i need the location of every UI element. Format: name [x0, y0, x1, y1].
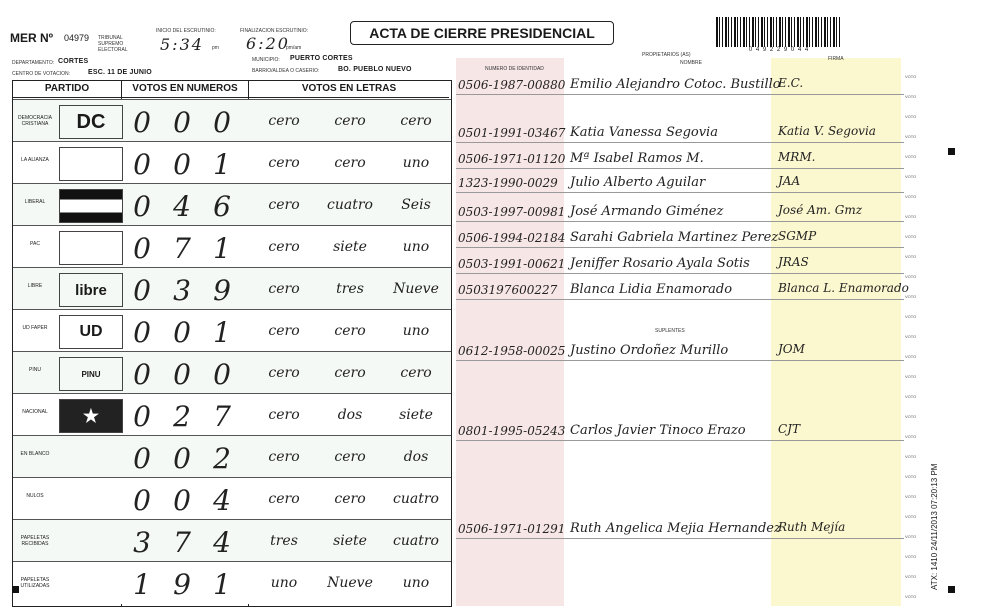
side-label: VOTO: [905, 554, 917, 559]
member-dni: 0801-1995-05243: [458, 424, 566, 438]
party-name: PAPELETAS RECIBIDAS: [20, 535, 50, 547]
vote-digit: 1: [213, 568, 231, 601]
divider: [456, 192, 904, 193]
divider: [456, 538, 904, 539]
side-label: VOTO: [905, 374, 917, 379]
member-name: Mª Isabel Ramos M.: [570, 151, 704, 166]
table-row: [13, 561, 451, 604]
vote-digit: 7: [173, 232, 191, 265]
vote-digit: 6: [213, 190, 231, 223]
party-name: LA ALIANZA: [21, 157, 49, 163]
party-logo: libre: [59, 273, 123, 307]
vote-digit: 9: [173, 568, 191, 601]
side-label: VOTO: [905, 154, 917, 159]
vote-digit: 2: [173, 400, 191, 433]
side-label: VOTO: [905, 574, 917, 579]
vote-word: uno: [402, 323, 430, 339]
vote-digit: 0: [133, 484, 151, 517]
member-signature: José Am. Gmz: [778, 203, 863, 217]
party-logo: ★: [59, 399, 123, 433]
vote-word: Nueve: [327, 575, 373, 591]
member-dni: 0506-1987-00880: [458, 78, 566, 92]
vote-word: cero: [268, 365, 300, 381]
centro-value: ESC. 11 DE JUNIO: [88, 69, 152, 76]
side-label: VOTO: [905, 454, 917, 459]
vote-digit: 0: [173, 484, 191, 517]
vote-digit: 4: [213, 526, 231, 559]
vote-word: cero: [268, 113, 300, 129]
vote-digit: 3: [133, 526, 151, 559]
vote-digit: 9: [213, 274, 231, 307]
vote-word: cero: [268, 155, 300, 171]
municipio-label: MUNICIPIO:: [252, 57, 280, 63]
member-signature: Ruth Mejía: [778, 520, 846, 534]
table-row: [13, 225, 451, 268]
firma-label: FIRMA: [828, 56, 844, 62]
vote-digit: 0: [133, 274, 151, 307]
member-name: José Armando Giménez: [570, 204, 724, 219]
vote-word: cero: [268, 197, 300, 213]
vote-digit: 0: [213, 358, 231, 391]
corner-mark: [948, 148, 955, 155]
col-letras: VOTOS EN LETRAS: [249, 81, 449, 98]
member-signature: CJT: [778, 422, 800, 436]
barrio-label: BARRIO/ALDEA O CASERIO:: [252, 68, 320, 74]
vote-digit: 0: [133, 232, 151, 265]
member-signature: JAA: [778, 174, 801, 188]
divider: [456, 273, 904, 274]
divider: [456, 168, 904, 169]
side-label: VOTO: [905, 534, 917, 539]
vote-digit: 0: [173, 442, 191, 475]
vote-digit: 0: [173, 316, 191, 349]
member-dni: 0612-1958-00025: [458, 344, 566, 358]
vote-word: cero: [334, 491, 366, 507]
vote-digit: 2: [213, 442, 231, 475]
vote-digit: 0: [173, 358, 191, 391]
side-label: VOTO: [905, 254, 917, 259]
vote-digit: 1: [133, 568, 151, 601]
divider: [456, 221, 904, 222]
side-label: VOTO: [905, 414, 917, 419]
member-dni: 0503-1991-00621: [458, 257, 566, 271]
vote-digit: 0: [173, 106, 191, 139]
party-logo: [59, 147, 123, 181]
vote-digit: 0: [133, 442, 151, 475]
side-label: VOTO: [905, 94, 917, 99]
vote-word: cuatro: [327, 197, 373, 213]
side-label: VOTO: [905, 354, 917, 359]
divider: [456, 247, 904, 248]
table-row: [13, 435, 451, 478]
mer-label: MER Nº: [10, 31, 54, 45]
vote-word: siete: [333, 533, 367, 549]
side-label: VOTO: [905, 214, 917, 219]
party-name: EN BLANCO: [20, 451, 50, 457]
table-row: [13, 99, 451, 142]
vote-digit: 4: [173, 190, 191, 223]
table-row: [13, 393, 451, 436]
vote-word: cero: [268, 281, 300, 297]
fin-pm: pm/am: [286, 45, 302, 51]
side-label: VOTO: [905, 594, 917, 599]
member-name: Sarahi Gabriela Martinez Perez: [570, 230, 779, 245]
member-signature: E.C.: [778, 76, 804, 90]
vote-word: cero: [400, 365, 432, 381]
member-dni: 0501-1991-03467: [458, 126, 566, 140]
table-row: [13, 351, 451, 394]
side-label: VOTO: [905, 514, 917, 519]
vote-word: cero: [268, 449, 300, 465]
page-title: ACTA DE CIERRE PRESIDENCIAL: [350, 21, 614, 45]
side-label: VOTO: [905, 394, 917, 399]
vote-word: tres: [336, 281, 364, 297]
vote-word: cero: [268, 407, 300, 423]
party-logo: [59, 231, 123, 265]
vote-word: uno: [402, 575, 430, 591]
vote-word: cuatro: [393, 533, 439, 549]
member-name: Julio Alberto Aguilar: [570, 175, 706, 190]
divider: [456, 440, 904, 441]
side-label: VOTO: [905, 194, 917, 199]
divider: [456, 299, 904, 300]
propietarios-label: PROPIETARIOS (AS): [642, 52, 691, 58]
dni-header: NUMERO DE IDENTIDAD: [485, 66, 544, 72]
side-label: VOTO: [905, 434, 917, 439]
member-name: Jeniffer Rosario Ayala Sotis: [570, 256, 750, 271]
inicio-label: INICIO DEL ESCRUTINIO:: [156, 28, 216, 34]
vote-digit: 1: [213, 232, 231, 265]
vote-word: cuatro: [393, 491, 439, 507]
vote-word: cero: [334, 365, 366, 381]
vote-digit: 0: [133, 358, 151, 391]
member-signature: JOM: [778, 342, 805, 356]
vote-word: cero: [334, 323, 366, 339]
vote-digit: 1: [213, 148, 231, 181]
side-label: VOTO: [905, 494, 917, 499]
vote-word: uno: [402, 239, 430, 255]
party-name: PAPELETAS UTILIZADAS: [20, 577, 50, 589]
table-row: [13, 519, 451, 562]
member-name: Emilio Alejandro Cotoc. Bustillo: [570, 77, 781, 92]
side-label: VOTO: [905, 274, 917, 279]
member-name: Carlos Javier Tinoco Erazo: [570, 423, 746, 438]
tse-logo-text: TRIBUNAL SUPREMO ELECTORAL: [98, 35, 128, 53]
votes-table: [12, 80, 452, 607]
inicio-value: 5:34: [160, 35, 204, 54]
vote-word: Seis: [401, 197, 431, 213]
party-name: NACIONAL: [22, 409, 48, 415]
side-label: VOTO: [905, 474, 917, 479]
vote-digit: 3: [173, 274, 191, 307]
vote-word: cero: [400, 113, 432, 129]
vote-word: dos: [403, 449, 429, 465]
barcode: [716, 17, 842, 47]
member-signature: Blanca L. Enamorado: [778, 281, 909, 295]
party-logo: [59, 189, 123, 223]
table-row: [13, 477, 451, 520]
member-dni: 0506-1994-02184: [458, 231, 566, 245]
mer-number: 04979: [64, 33, 90, 43]
vote-digit: 0: [133, 106, 151, 139]
vote-word: cero: [334, 113, 366, 129]
party-name: LIBERAL: [24, 199, 46, 205]
departamento-label: DEPARTAMENTO:: [12, 60, 55, 66]
member-dni: 0506-1971-01120: [458, 152, 566, 166]
member-dni: 0506-1971-01291: [458, 522, 566, 536]
party-logo: UD: [59, 315, 123, 349]
member-name: Blanca Lidia Enamorado: [570, 282, 733, 297]
side-label: VOTO: [905, 174, 917, 179]
party-name: UD FAPER: [22, 325, 48, 331]
vote-digit: 0: [173, 148, 191, 181]
vote-word: dos: [337, 407, 363, 423]
side-label: VOTO: [905, 234, 917, 239]
divider: [456, 94, 904, 95]
side-label: VOTO: [905, 114, 917, 119]
party-name: NULOS: [26, 493, 44, 499]
vote-digit: 0: [133, 316, 151, 349]
vote-word: tres: [270, 533, 298, 549]
side-label: VOTO: [905, 74, 917, 79]
vote-digit: 1: [213, 316, 231, 349]
vote-word: Nueve: [393, 281, 439, 297]
vote-digit: 4: [213, 484, 231, 517]
nombre-label: NOMBRE: [680, 60, 702, 66]
barcode-number: 0 4 9 2 2 9 0 4 4: [748, 47, 810, 53]
corner-mark: [12, 586, 19, 593]
vote-digit: 0: [133, 400, 151, 433]
departamento-value: CORTES: [58, 58, 89, 65]
vote-word: uno: [270, 575, 298, 591]
fin-value: 6:20: [246, 34, 290, 53]
vote-word: cero: [268, 239, 300, 255]
table-row: [13, 183, 451, 226]
party-name: LIBRE: [27, 283, 43, 289]
member-dni: 0503197600227: [458, 283, 558, 297]
table-row: [13, 309, 451, 352]
col-partido: PARTIDO: [13, 81, 121, 98]
vote-word: siete: [399, 407, 433, 423]
col-numeros: VOTOS EN NUMEROS: [122, 81, 248, 98]
corner-mark: [948, 586, 955, 593]
party-name: PAC: [30, 241, 40, 247]
party-name: PINU: [29, 367, 41, 373]
vote-digit: 7: [173, 526, 191, 559]
barrio-value: BO. PUEBLO NUEVO: [338, 66, 412, 73]
vote-word: uno: [402, 155, 430, 171]
member-dni: 0503-1997-00981: [458, 205, 566, 219]
suplentes-label: SUPLENTES: [655, 328, 685, 334]
fax-line: ATX: 1410 24/11/2013 07:20:13 PM: [930, 463, 939, 590]
member-dni: 1323-1990-0029: [458, 176, 558, 190]
party-name: DEMOCRACIA CRISTIANA: [18, 115, 52, 127]
vote-word: cero: [334, 449, 366, 465]
vote-digit: 0: [213, 106, 231, 139]
vote-digit: 7: [213, 400, 231, 433]
party-logo: DC: [59, 105, 123, 139]
divider: [456, 360, 904, 361]
member-signature: JRAS: [778, 255, 809, 269]
vote-word: siete: [333, 239, 367, 255]
centro-label: CENTRO DE VOTACION:: [12, 71, 70, 77]
side-label: VOTO: [905, 314, 917, 319]
side-label: VOTO: [905, 294, 917, 299]
vote-word: cero: [268, 491, 300, 507]
vote-digit: 0: [133, 148, 151, 181]
inicio-pm: pm: [212, 45, 219, 51]
party-logo: PINU: [59, 357, 123, 391]
municipio-value: PUERTO CORTES: [290, 55, 353, 62]
member-signature: MRM.: [778, 150, 816, 164]
table-row: [13, 141, 451, 184]
side-label: VOTO: [905, 334, 917, 339]
vote-word: cero: [334, 155, 366, 171]
table-row: [13, 267, 451, 310]
member-name: Ruth Angelica Mejia Hernandez: [570, 521, 781, 536]
fin-label: FINALIZACION ESCRUTINIO:: [240, 28, 309, 34]
member-signature: SGMP: [778, 229, 817, 243]
member-signature: Katia V. Segovia: [778, 124, 876, 138]
member-name: Justino Ordoñez Murillo: [570, 343, 729, 358]
vote-digit: 0: [133, 190, 151, 223]
divider: [456, 142, 904, 143]
vote-word: cero: [268, 323, 300, 339]
side-label: VOTO: [905, 134, 917, 139]
member-name: Katia Vanessa Segovia: [570, 125, 718, 140]
